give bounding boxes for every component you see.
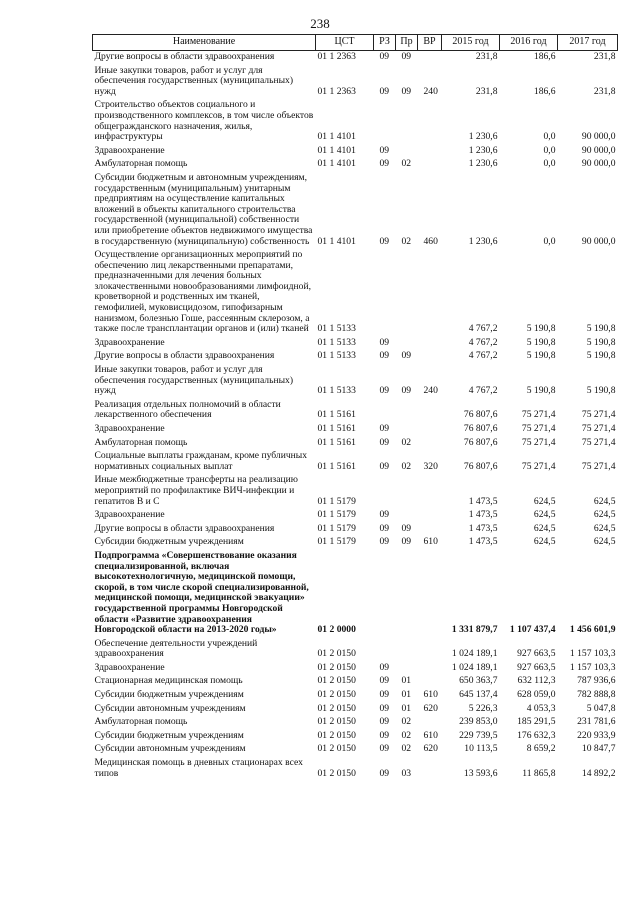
cell-2017: 5 190,8 bbox=[586, 323, 616, 335]
cell-rz: 09 bbox=[379, 385, 390, 397]
table-row bbox=[93, 337, 618, 351]
cell-name: Обеспечение деятельности учреждений здравоохранения bbox=[94, 637, 258, 660]
table-row bbox=[93, 350, 618, 364]
cell-cst: 01 1 5133 bbox=[317, 350, 356, 362]
cell-rz: 09 bbox=[379, 716, 390, 728]
cell-2016: 75 271,4 bbox=[521, 460, 556, 472]
cell-2015: 239 853,0 bbox=[459, 716, 498, 728]
cell-name: Субсидии бюджетным и автономным учреждениям, государственным (муниципальным) унитарным предприятиям на осуществление капитальных вложений в объекты капитального строительства государственной (муниципальной) собственности или приобретение объектов недвижимого имущества в государственную (муниципальную) собственность bbox=[94, 171, 313, 247]
cell-2016: 927 663,5 bbox=[517, 648, 556, 660]
cell-2017: 75 271,4 bbox=[581, 436, 616, 448]
cell-2017: 1 157 103,3 bbox=[569, 648, 616, 660]
cell-2016: 0,0 bbox=[543, 158, 556, 170]
cell-2016: 0,0 bbox=[543, 144, 556, 156]
cell-rz: 09 bbox=[379, 350, 390, 362]
table-row bbox=[93, 730, 618, 744]
cell-2015: 4 767,2 bbox=[468, 350, 498, 362]
cell-vr bbox=[418, 757, 442, 781]
cell-name: Реализация отдельных полномочий в области лекарственного обеспечения bbox=[94, 398, 281, 421]
cell-cst: 01 1 5133 bbox=[317, 385, 356, 397]
cell-name: Здравоохранение bbox=[94, 144, 165, 156]
cell-name: Социальные выплаты гражданам, кроме публичных нормативных социальных выплат bbox=[94, 450, 308, 472]
cell-cst: 01 2 0150 bbox=[317, 729, 356, 741]
cell-vr: 620 bbox=[423, 702, 438, 714]
table-body bbox=[93, 51, 618, 782]
cell-cst: 01 2 0150 bbox=[317, 648, 356, 660]
cell-vr bbox=[418, 158, 442, 172]
cell-rz bbox=[374, 399, 396, 423]
header-pr: Пр bbox=[396, 35, 418, 51]
cell-pr: 03 bbox=[401, 767, 412, 779]
cell-2016: 624,5 bbox=[533, 536, 556, 548]
header-2015: 2015 год bbox=[442, 35, 500, 51]
cell-2016: 1 107 437,4 bbox=[509, 624, 556, 636]
cell-pr: 09 bbox=[401, 522, 412, 534]
cell-2015: 5 226,3 bbox=[468, 702, 498, 714]
cell-2015: 1 230,6 bbox=[468, 131, 498, 143]
cell-pr: 02 bbox=[401, 743, 412, 755]
header-vr: ВР bbox=[418, 35, 442, 51]
table-row bbox=[93, 65, 618, 100]
cell-pr bbox=[396, 474, 418, 509]
cell-pr bbox=[396, 550, 418, 638]
cell-pr bbox=[396, 399, 418, 423]
cell-2015: 10 113,5 bbox=[464, 743, 498, 755]
cell-cst: 01 1 5161 bbox=[317, 436, 356, 448]
cell-2016: 4 053,3 bbox=[526, 702, 556, 714]
cell-cst: 01 1 5133 bbox=[317, 323, 356, 335]
cell-2015: 4 767,2 bbox=[468, 323, 498, 335]
header-2016: 2016 год bbox=[500, 35, 558, 51]
budget-table bbox=[92, 34, 618, 781]
cell-rz bbox=[374, 638, 396, 662]
cell-2017: 90 000,0 bbox=[581, 131, 616, 143]
cell-rz: 09 bbox=[379, 158, 390, 170]
cell-pr: 02 bbox=[401, 158, 412, 170]
table-row bbox=[93, 675, 618, 689]
cell-2017: 624,5 bbox=[593, 495, 616, 507]
cell-2015: 645 137,4 bbox=[459, 689, 498, 701]
cell-rz: 09 bbox=[379, 144, 390, 156]
cell-2016: 632 112,3 bbox=[517, 675, 556, 687]
cell-pr: 02 bbox=[401, 716, 412, 728]
cell-pr: 01 bbox=[401, 702, 412, 714]
cell-vr bbox=[418, 337, 442, 351]
cell-cst: 01 1 2363 bbox=[317, 85, 356, 97]
cell-2015: 76 807,6 bbox=[463, 460, 498, 472]
cell-name: Стационарная медицинская помощь bbox=[94, 675, 243, 687]
cell-2017: 787 936,6 bbox=[577, 675, 616, 687]
cell-pr bbox=[396, 509, 418, 523]
cell-vr bbox=[418, 350, 442, 364]
cell-2016: 186,6 bbox=[533, 85, 556, 97]
cell-cst: 01 1 4101 bbox=[317, 131, 356, 143]
cell-vr bbox=[418, 249, 442, 337]
cell-2016: 628 059,0 bbox=[517, 689, 556, 701]
cell-pr: 09 bbox=[401, 51, 412, 62]
cell-cst: 01 1 4101 bbox=[317, 158, 356, 170]
table-row bbox=[93, 689, 618, 703]
cell-rz: 09 bbox=[379, 235, 390, 247]
cell-2017: 231,8 bbox=[593, 51, 616, 62]
cell-name: Осуществление организационных мероприятий по обеспечению лиц лекарственными препаратами, предназначенными для лечения больных злокачественными новообразованиями лимфоидной, кроветворной и родственных им тканей, гемофилией, муковисцидозом, гипофизарным нанизмом, болезнью Гоше, рассеянным склерозом, а также после трансплантации органов и (или) тканей bbox=[94, 249, 311, 335]
cell-2016: 11 865,8 bbox=[522, 767, 556, 779]
cell-2017: 624,5 bbox=[593, 522, 616, 534]
cell-rz: 09 bbox=[379, 460, 390, 472]
table-row bbox=[93, 145, 618, 159]
cell-2016: 927 663,5 bbox=[517, 661, 556, 673]
cell-vr: 620 bbox=[423, 743, 438, 755]
cell-cst: 01 2 0150 bbox=[317, 767, 356, 779]
cell-2015: 1 473,5 bbox=[468, 495, 498, 507]
cell-vr: 240 bbox=[423, 385, 438, 397]
cell-2017: 75 271,4 bbox=[581, 423, 616, 434]
cell-name: Субсидии бюджетным учреждениям bbox=[94, 536, 244, 548]
cell-2015: 1 331 879,7 bbox=[451, 624, 498, 636]
cell-cst: 01 2 0150 bbox=[317, 689, 356, 701]
cell-2017: 782 888,8 bbox=[577, 689, 616, 701]
cell-name: Другие вопросы в области здравоохранения bbox=[94, 350, 275, 362]
cell-cst: 01 2 0150 bbox=[317, 702, 356, 714]
cell-2016: 5 190,8 bbox=[526, 336, 556, 348]
cell-pr bbox=[396, 337, 418, 351]
cell-name: Другие вопросы в области здравоохранения bbox=[94, 51, 275, 62]
table-row bbox=[93, 249, 618, 337]
cell-rz bbox=[374, 550, 396, 638]
cell-rz: 09 bbox=[379, 702, 390, 714]
table-row bbox=[93, 509, 618, 523]
cell-vr bbox=[418, 550, 442, 638]
table-row bbox=[93, 450, 618, 474]
cell-2015: 1 473,5 bbox=[468, 536, 498, 548]
cell-vr: 610 bbox=[423, 729, 438, 741]
header-cst: ЦСТ bbox=[316, 35, 374, 51]
cell-pr: 02 bbox=[401, 460, 412, 472]
cell-2017: 90 000,0 bbox=[581, 144, 616, 156]
cell-pr: 09 bbox=[401, 385, 412, 397]
cell-rz: 09 bbox=[379, 729, 390, 741]
cell-pr bbox=[396, 145, 418, 159]
cell-vr bbox=[418, 51, 442, 65]
cell-2015: 1 024 189,1 bbox=[451, 648, 498, 660]
table-row bbox=[93, 523, 618, 537]
cell-vr bbox=[418, 638, 442, 662]
cell-2015: 231,8 bbox=[475, 51, 498, 62]
table-row bbox=[93, 158, 618, 172]
header-name: Наименование bbox=[93, 35, 316, 51]
cell-pr: 02 bbox=[401, 436, 412, 448]
cell-2017: 75 271,4 bbox=[581, 460, 616, 472]
cell-2015: 229 739,5 bbox=[459, 729, 498, 741]
cell-2017: 1 157 103,3 bbox=[569, 661, 616, 673]
cell-rz: 09 bbox=[379, 51, 390, 62]
cell-vr bbox=[418, 509, 442, 523]
cell-2015: 76 807,6 bbox=[463, 423, 498, 434]
cell-vr bbox=[418, 716, 442, 730]
cell-cst: 01 1 4101 bbox=[317, 235, 356, 247]
cell-cst: 01 1 5133 bbox=[317, 336, 356, 348]
cell-name: Амбулаторная помощь bbox=[94, 436, 188, 448]
cell-name: Здравоохранение bbox=[94, 336, 165, 348]
cell-2017: 5 190,8 bbox=[586, 336, 616, 348]
cell-vr bbox=[418, 145, 442, 159]
cell-cst: 01 1 5179 bbox=[317, 522, 356, 534]
table-row bbox=[93, 99, 618, 144]
cell-2016: 624,5 bbox=[533, 522, 556, 534]
cell-cst: 01 1 5161 bbox=[317, 409, 356, 421]
cell-vr bbox=[418, 474, 442, 509]
cell-2015: 1 473,5 bbox=[468, 509, 498, 521]
cell-cst: 01 1 5179 bbox=[317, 509, 356, 521]
page-number: 238 bbox=[310, 16, 330, 31]
cell-rz: 09 bbox=[379, 661, 390, 673]
cell-2015: 76 807,6 bbox=[463, 409, 498, 421]
cell-vr: 240 bbox=[423, 85, 438, 97]
cell-name: Строительство объектов социального и производственного комплексов, в том числе объектов общегражданского назначения, жилья, инфраструктуры bbox=[94, 99, 314, 143]
cell-2017: 220 933,9 bbox=[577, 729, 616, 741]
cell-2016: 0,0 bbox=[543, 235, 556, 247]
cell-name: Амбулаторная помощь bbox=[94, 158, 188, 170]
cell-vr bbox=[418, 99, 442, 144]
cell-vr: 610 bbox=[423, 536, 438, 548]
cell-rz bbox=[374, 474, 396, 509]
cell-2016: 186,6 bbox=[533, 51, 556, 62]
cell-cst: 01 2 0150 bbox=[317, 716, 356, 728]
cell-name: Иные закупки товаров, работ и услуг для обеспечения государственных (муниципальных) нужд bbox=[94, 64, 294, 97]
table-row bbox=[93, 474, 618, 509]
table-row bbox=[93, 638, 618, 662]
cell-rz: 09 bbox=[379, 509, 390, 521]
cell-vr bbox=[418, 423, 442, 437]
cell-pr: 09 bbox=[401, 85, 412, 97]
cell-pr bbox=[396, 99, 418, 144]
cell-2017: 10 847,7 bbox=[581, 743, 616, 755]
cell-2016: 624,5 bbox=[533, 495, 556, 507]
cell-rz: 09 bbox=[379, 675, 390, 687]
cell-2017: 90 000,0 bbox=[581, 158, 616, 170]
table-row bbox=[93, 51, 618, 65]
cell-2017: 624,5 bbox=[593, 536, 616, 548]
cell-cst: 01 1 5161 bbox=[317, 460, 356, 472]
cell-2017: 75 271,4 bbox=[581, 409, 616, 421]
cell-2017: 1 456 601,9 bbox=[569, 624, 616, 636]
cell-name: Медицинская помощь в дневных стационарах всех типов bbox=[94, 757, 303, 779]
cell-rz bbox=[374, 249, 396, 337]
cell-rz: 09 bbox=[379, 536, 390, 548]
cell-rz: 09 bbox=[379, 522, 390, 534]
cell-cst: 01 1 5161 bbox=[317, 423, 356, 434]
cell-name: Субсидии бюджетным учреждениям bbox=[94, 689, 244, 701]
cell-2015: 1 230,6 bbox=[468, 235, 498, 247]
cell-2017: 14 892,2 bbox=[581, 767, 616, 779]
cell-2017: 231 781,6 bbox=[577, 716, 616, 728]
cell-2015: 1 230,6 bbox=[468, 144, 498, 156]
cell-2015: 1 024 189,1 bbox=[451, 661, 498, 673]
cell-vr bbox=[418, 662, 442, 676]
cell-cst: 01 2 0000 bbox=[317, 624, 356, 636]
cell-rz: 09 bbox=[379, 423, 390, 434]
cell-2016: 5 190,8 bbox=[526, 385, 556, 397]
cell-vr bbox=[418, 399, 442, 423]
cell-2015: 4 767,2 bbox=[468, 336, 498, 348]
cell-pr bbox=[396, 638, 418, 662]
cell-rz: 09 bbox=[379, 85, 390, 97]
table-header-row bbox=[93, 35, 618, 51]
cell-cst: 01 1 5179 bbox=[317, 536, 356, 548]
cell-2015: 231,8 bbox=[475, 85, 498, 97]
cell-cst: 01 2 0150 bbox=[317, 743, 356, 755]
cell-rz: 09 bbox=[379, 336, 390, 348]
cell-2015: 13 593,6 bbox=[463, 767, 498, 779]
cell-2016: 176 632,3 bbox=[517, 729, 556, 741]
table-row bbox=[93, 536, 618, 550]
cell-vr: 320 bbox=[423, 460, 438, 472]
cell-vr: 460 bbox=[423, 235, 438, 247]
cell-cst: 01 1 4101 bbox=[317, 144, 356, 156]
cell-2017: 5 190,8 bbox=[586, 350, 616, 362]
cell-2015: 1 473,5 bbox=[468, 522, 498, 534]
cell-2016: 624,5 bbox=[533, 509, 556, 521]
cell-2015: 1 230,6 bbox=[468, 158, 498, 170]
cell-rz bbox=[374, 99, 396, 144]
header-2017: 2017 год bbox=[558, 35, 618, 51]
cell-rz: 09 bbox=[379, 743, 390, 755]
cell-pr: 09 bbox=[401, 536, 412, 548]
cell-2016: 75 271,4 bbox=[521, 409, 556, 421]
cell-pr: 01 bbox=[401, 675, 412, 687]
table-row bbox=[93, 172, 618, 249]
table-row bbox=[93, 662, 618, 676]
cell-vr bbox=[418, 675, 442, 689]
cell-2017: 231,8 bbox=[593, 85, 616, 97]
cell-2017: 5 047,8 bbox=[586, 702, 616, 714]
table-row bbox=[93, 423, 618, 437]
cell-2016: 75 271,4 bbox=[521, 436, 556, 448]
cell-vr: 610 bbox=[423, 689, 438, 701]
cell-name: Другие вопросы в области здравоохранения bbox=[94, 522, 275, 534]
cell-name: Субсидии бюджетным учреждениям bbox=[94, 729, 244, 741]
cell-pr: 01 bbox=[401, 689, 412, 701]
cell-2017: 5 190,8 bbox=[586, 385, 616, 397]
cell-pr bbox=[396, 423, 418, 437]
cell-pr bbox=[396, 249, 418, 337]
cell-rz: 09 bbox=[379, 767, 390, 779]
cell-name: Иные межбюджетные трансферты на реализацию мероприятий по профилактике ВИЧ-инфекции и гепатитов В и С bbox=[94, 474, 298, 507]
cell-name: Субсидии автономным учреждениям bbox=[94, 702, 246, 714]
table-row bbox=[93, 716, 618, 730]
cell-2016: 75 271,4 bbox=[521, 423, 556, 434]
cell-2015: 76 807,6 bbox=[463, 436, 498, 448]
table-row bbox=[93, 703, 618, 717]
cell-rz: 09 bbox=[379, 689, 390, 701]
cell-2017: 90 000,0 bbox=[581, 235, 616, 247]
cell-name: Амбулаторная помощь bbox=[94, 716, 188, 728]
cell-cst: 01 2 0150 bbox=[317, 661, 356, 673]
cell-pr: 09 bbox=[401, 350, 412, 362]
cell-name: Здравоохранение bbox=[94, 509, 165, 521]
table-row bbox=[93, 364, 618, 399]
cell-name: Подпрограмма «Совершенствование оказания специализированной, включая высокотехнологичную, медицинской помощи, скорой, в том числе скорой специализированной, медицинской помощи, медицинской эвакуации» государственной программы Новгородской области «Развитие здравоохранения Новгородской области на 2013-2020 годы» bbox=[94, 549, 309, 636]
cell-2016: 0,0 bbox=[543, 131, 556, 143]
cell-2016: 5 190,8 bbox=[526, 323, 556, 335]
cell-name: Здравоохранение bbox=[94, 661, 165, 673]
cell-name: Здравоохранение bbox=[94, 423, 165, 434]
cell-pr bbox=[396, 662, 418, 676]
cell-2015: 650 363,7 bbox=[459, 675, 498, 687]
cell-vr bbox=[418, 523, 442, 537]
header-rz: РЗ bbox=[374, 35, 396, 51]
table-row bbox=[93, 757, 618, 781]
cell-vr bbox=[418, 437, 442, 451]
table-row bbox=[93, 743, 618, 757]
cell-cst: 01 2 0150 bbox=[317, 675, 356, 687]
cell-rz: 09 bbox=[379, 436, 390, 448]
cell-2017: 624,5 bbox=[593, 509, 616, 521]
cell-pr: 02 bbox=[401, 729, 412, 741]
table-row bbox=[93, 399, 618, 423]
cell-name: Иные закупки товаров, работ и услуг для обеспечения государственных (муниципальных) нужд bbox=[94, 364, 294, 397]
table-row bbox=[93, 437, 618, 451]
table-row bbox=[93, 550, 618, 638]
cell-cst: 01 1 2363 bbox=[317, 51, 356, 62]
cell-cst: 01 1 5179 bbox=[317, 495, 356, 507]
cell-2016: 185 291,5 bbox=[517, 716, 556, 728]
cell-2016: 5 190,8 bbox=[526, 350, 556, 362]
cell-2015: 4 767,2 bbox=[468, 385, 498, 397]
cell-2016: 8 659,2 bbox=[526, 743, 556, 755]
cell-pr: 02 bbox=[401, 235, 412, 247]
cell-name: Субсидии автономным учреждениям bbox=[94, 743, 246, 755]
